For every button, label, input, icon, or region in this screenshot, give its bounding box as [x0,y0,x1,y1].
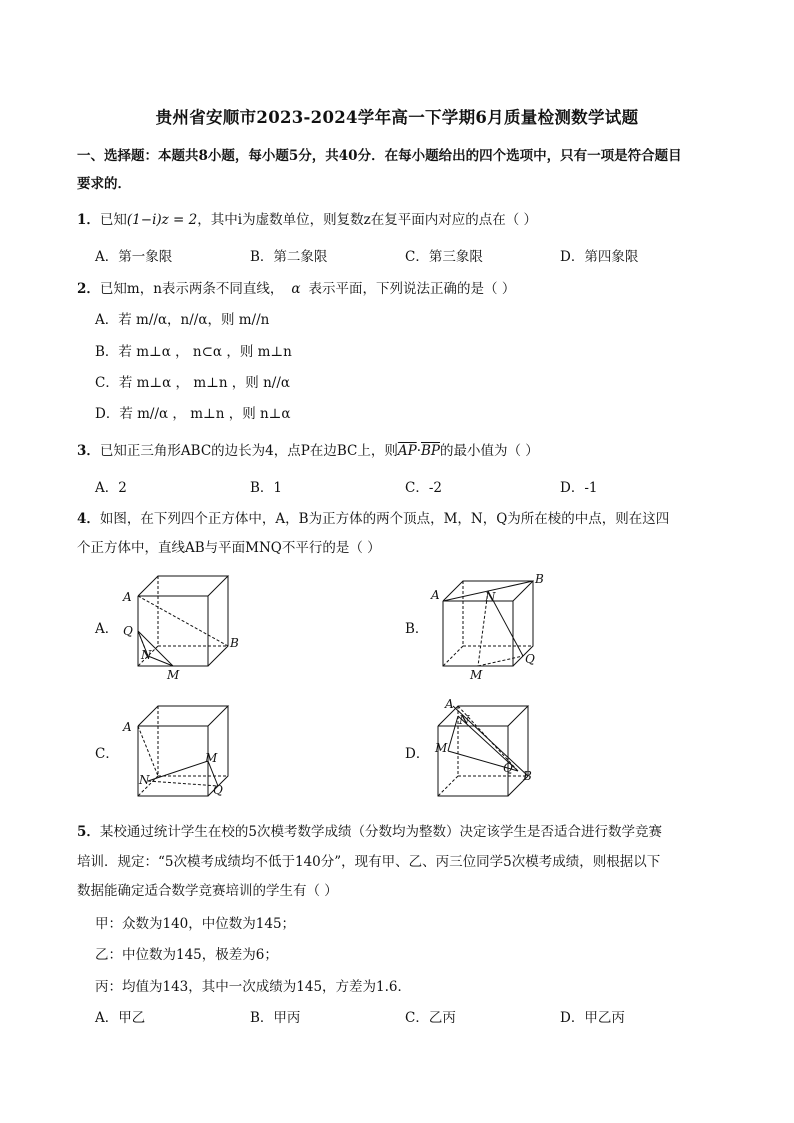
point-n-label: N [485,590,496,604]
question-number: 2． [77,281,100,297]
point-m-label: M [435,741,448,755]
point-n-label: N [459,713,470,727]
point-b-label: B [523,769,532,783]
cube-figure-b [425,570,555,685]
question-text: 表示平面，下列说法正确的是（ ） [308,281,516,297]
point-a-label: A [445,697,454,711]
q4-option-c[interactable]: C． [95,746,119,762]
section-heading-line1: 一、选择题：本题共8小题，每小题5分，共40分．在每小题给出的四个选项中，只有一项是符合题目 [77,148,682,164]
point-q-label: Q [213,783,223,797]
q1-option-a[interactable]: A．第一象限 [95,249,173,265]
q1-option-b[interactable]: B．第二象限 [250,249,328,265]
q3-option-a[interactable]: A．2 [95,480,127,496]
q5-option-c[interactable]: C．乙丙 [405,1010,456,1026]
question-number: 5． [77,824,100,840]
q5-option-a[interactable]: A．甲乙 [95,1010,146,1026]
question-text: 已知m，n表示两条不同直线， [99,281,284,297]
q5-option-d[interactable]: D．甲乙丙 [560,1010,625,1026]
math-expression: (1−i)z = 2 [126,212,198,228]
q1-option-d[interactable]: D．第四象限 [560,249,639,265]
point-m-label: M [167,668,180,682]
q5-item-bing: 丙：均值为143，其中一次成绩为145，方差为1.6． [95,979,412,995]
point-q-label: Q [123,624,133,638]
point-a-label: A [123,720,132,734]
q4-option-b[interactable]: B． [405,621,429,637]
q5-item-yi: 乙：中位数为145，极差为6； [95,947,278,963]
question-1 [77,210,537,230]
section-heading-line2: 要求的． [77,176,131,192]
dot-operator: · [416,443,421,459]
q4-option-d[interactable]: D． [405,746,430,762]
cube-figure-c [115,695,245,810]
point-b-label: B [230,636,239,650]
q5-option-b[interactable]: B．甲丙 [250,1010,301,1026]
question-number: 4． [77,511,100,527]
point-a-label: A [431,588,440,602]
point-b-label: B [535,572,544,586]
q1-option-c[interactable]: C．第三象限 [405,249,483,265]
question-2 [77,279,515,299]
point-a-label: A [123,590,132,604]
question-text: 已知正三角形ABC的边长为4，点P在边BC上，则 [99,443,398,459]
question-text: 某校通过统计学生在校的5次模考数学成绩（分数均为整数）决定该学生是否适合进行数学竞赛 [99,824,662,840]
point-q-label: Q [503,761,513,775]
alpha-symbol: α [291,281,301,297]
q4-option-a[interactable]: A． [95,621,119,637]
point-n-label: N [139,773,150,787]
point-q-label: Q [525,652,535,666]
question-number: 1． [77,212,100,228]
question-3 [77,441,539,461]
cube-figure-a [115,570,245,685]
cube-figure-d [425,695,555,810]
q2-option-a[interactable]: A．若 m//α，n//α，则 m//n [95,312,270,328]
q3-option-d[interactable]: D．-1 [560,480,598,496]
q2-option-c[interactable]: C．若 m⊥α ， m⊥n ，则 n//α [95,375,290,391]
q2-option-b[interactable]: B．若 m⊥α ， n⊂α ，则 m⊥n [95,344,292,360]
vector-bp: $\overline{BP}$ [420,443,440,459]
q3-option-c[interactable]: C．-2 [405,480,442,496]
question-text: 的最小值为（ ） [440,443,539,459]
question-4-line2: 个正方体中，直线AB与平面MNQ不平行的是（ ） [77,540,381,556]
question-text: ，其中i为虚数单位，则复数z在复平面内对应的点在（ ） [197,212,537,228]
question-number: 3． [77,443,100,459]
question-4-line1 [77,509,669,529]
q2-option-d[interactable]: D．若 m//α ， m⊥n ，则 n⊥α [95,406,291,422]
point-m-label: M [470,668,483,682]
q5-item-jia: 甲：众数为140，中位数为145； [95,916,296,932]
q3-option-b[interactable]: B．1 [250,480,283,496]
question-5-line2: 培训．规定：“5次模考成绩均不低于140分”，现有甲、乙、丙三位同学5次模考成绩，则根据以下 [77,854,661,870]
question-5-line1 [77,822,662,842]
point-n-label: N [141,648,152,662]
page-title: 贵州省安顺市2023-2024学年高一下学期6月质量检测数学试题 [155,108,639,127]
question-text: 如图，在下列四个正方体中，A，B为正方体的两个顶点，M，N，Q为所在棱的中点，则在这四 [99,511,670,527]
question-text: 已知 [99,212,127,228]
point-m-label: M [205,751,218,765]
vector-ap: $\overline{AP}$ [397,443,417,459]
question-5-line3: 数据能确定适合数学竞赛培训的学生有（ ） [77,883,338,899]
